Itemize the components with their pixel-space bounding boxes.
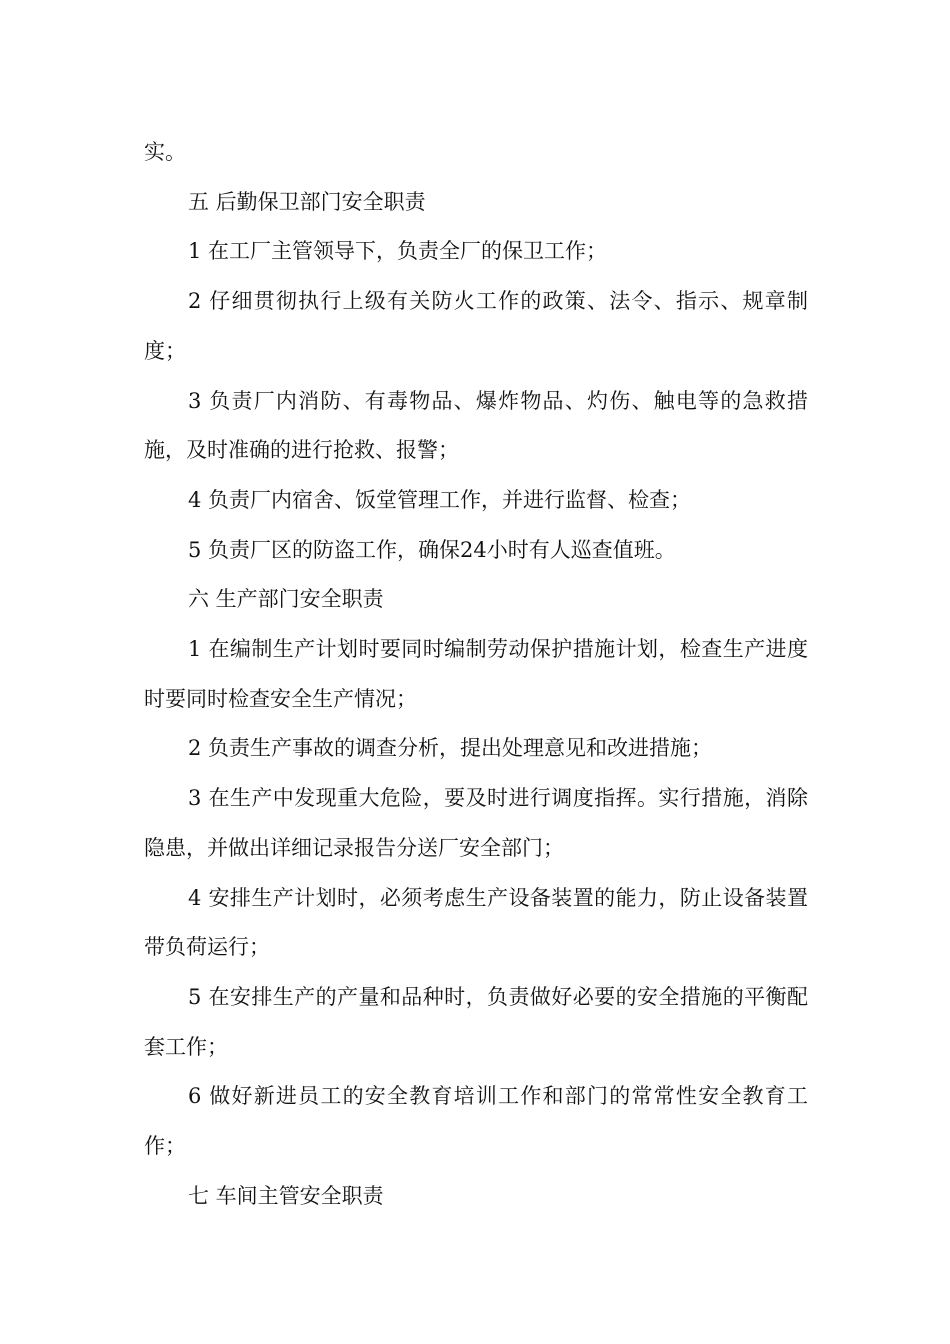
paragraph: 6 做好新进员工的安全教育培训工作和部门的常常性安全教育工作； <box>144 1084 808 1159</box>
paragraph: 2 负责生产事故的调查分析，提出处理意见和改进措施； <box>188 736 713 761</box>
paragraph: 1 在编制生产计划时要同时编制劳动保护措施计划，检查生产进度时要同时检查安全生产情况； <box>144 637 808 711</box>
paragraph: 4 安排生产计划时，必须考虑生产设备装置的能力，防止设备装置带负荷运行； <box>144 885 808 960</box>
paragraph: 2 仔细贯彻执行上级有关防火工作的政策、法令、指示、规章制度； <box>144 289 808 363</box>
paragraph: 1 在工厂主管领导下，负责全厂的保卫工作； <box>188 239 608 264</box>
paragraph: 5 在安排生产的产量和品种时，负责做好必要的安全措施的平衡配套工作； <box>144 984 808 1059</box>
section-heading: 六 生产部门安全职责 <box>188 587 384 612</box>
paragraph: 4 负责厂内宿舍、饭堂管理工作，并进行监督、检查； <box>188 487 692 512</box>
document-body <box>144 128 808 1221</box>
paragraph: 3 在生产中发现重大危险，要及时进行调度指挥。实行措施，消除隐患，并做出详细记录报告分送厂安全部门； <box>144 786 808 860</box>
section-heading: 五 后勤保卫部门安全职责 <box>188 189 426 214</box>
paragraph: 实。 <box>144 140 186 164</box>
section-heading: 七 车间主管安全职责 <box>188 1183 384 1208</box>
paragraph: 5 负责厂区的防盗工作，确保24小时有人巡查值班。 <box>188 537 676 562</box>
paragraph: 3 负责厂内消防、有毒物品、爆炸物品、灼伤、触电等的急救措施，及时准确的进行抢救、报警； <box>144 388 808 463</box>
